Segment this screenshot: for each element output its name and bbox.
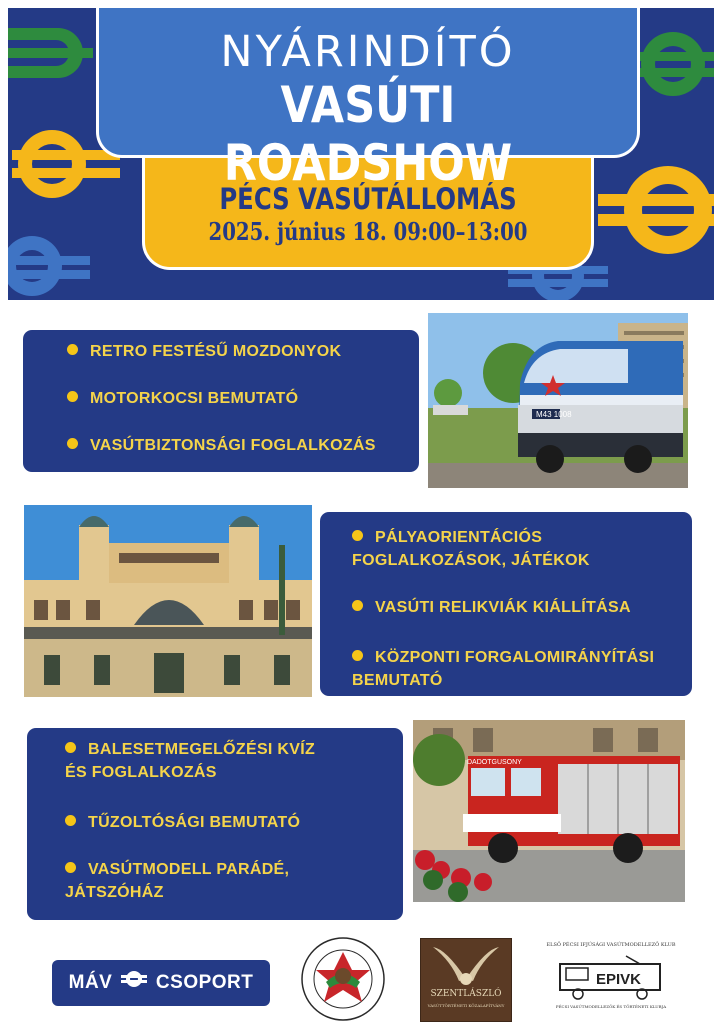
firefighter-seal-icon	[300, 936, 386, 1022]
mav-logo-left: MÁV	[68, 972, 113, 994]
firetruck-photo	[413, 720, 685, 902]
program-item-label-cont: JÁTSZÓHÁZ	[65, 884, 164, 901]
bullet-dot-icon	[352, 650, 363, 661]
event-title-main: VASÚTI ROADSHOW	[223, 76, 513, 192]
program-item-label: VASÚTBIZTONSÁGI FOGLALKOZÁS	[90, 437, 376, 454]
list-item	[23, 434, 419, 457]
bullet-dot-icon	[65, 815, 76, 826]
szentlaszlo-logo	[420, 938, 512, 1022]
bullet-dot-icon	[67, 391, 78, 402]
locomotive-photo	[428, 313, 688, 488]
program-item-label: VASÚTI RELIKVIÁK KIÁLLÍTÁSA	[375, 599, 631, 616]
mav-wings-icon	[598, 158, 714, 268]
bullet-dot-icon	[352, 600, 363, 611]
list-item	[320, 646, 692, 692]
club-title: ELSŐ PÉCSI IFJÚSÁGI VASÚTMODELLEZŐ KLUB	[546, 942, 676, 948]
bullet-dot-icon	[352, 530, 363, 541]
club-logo-text: EPIVK	[596, 971, 642, 988]
locomotive-number: M43 1008	[536, 410, 572, 419]
club-subtitle: PÉCSI VASÚTMODELLEZŐK ÉS TÖRTÉNETI KLUBJA	[555, 1004, 667, 1009]
program-item-label: PÁLYAORIENTÁCIÓS	[375, 529, 543, 546]
program-item-label: MOTORKOCSI BEMUTATÓ	[90, 390, 299, 407]
mav-wings-icon	[121, 960, 147, 1006]
event-title-top: NYÁRINDÍTÓ	[220, 27, 516, 77]
event-location: PÉCS VASÚTÁLLOMÁS	[219, 182, 517, 216]
firetruck-plate: DADOTGUSONY	[467, 759, 522, 766]
program-item-label-cont: ÉS FOGLALKOZÁS	[65, 764, 217, 781]
list-item	[320, 526, 692, 572]
program-item-label: KÖZPONTI FORGALOMIRÁNYÍTÁSI	[375, 649, 655, 666]
list-item	[320, 596, 692, 619]
winged-wheel-icon	[421, 939, 511, 989]
mav-wings-icon	[8, 230, 92, 300]
mav-wings-icon	[8, 8, 98, 98]
bullet-dot-icon	[65, 742, 76, 753]
bullet-dot-icon	[67, 438, 78, 449]
program-box-2	[320, 512, 692, 696]
epivk-club-logo	[546, 942, 676, 1012]
title-box	[96, 8, 640, 192]
program-item-label: BALESETMEGELŐZÉSI KVÍZ	[88, 741, 316, 758]
station-photo	[24, 505, 312, 697]
list-item	[27, 811, 403, 834]
bullet-dot-icon	[65, 862, 76, 873]
program-item-label-cont: FOGLALKOZÁSOK, JÁTÉKOK	[352, 552, 590, 569]
mav-csoport-logo	[52, 960, 270, 1006]
bullet-dot-icon	[67, 344, 78, 355]
header-banner	[8, 8, 714, 300]
list-item	[27, 738, 403, 784]
list-item	[23, 387, 419, 410]
szentlaszlo-subtitle: VASÚTTÖRTÉNETI KÖZALAPÍTVÁNY	[427, 1003, 505, 1008]
event-datetime: 2025. június 18. 09:00–13:00	[208, 217, 528, 246]
mav-logo-right: CSOPORT	[155, 972, 254, 994]
szentlaszlo-title: SZENTLÁSZLÓ	[430, 989, 502, 999]
list-item	[27, 858, 403, 904]
locomotive-icon	[556, 952, 666, 1000]
program-item-label-cont: BEMUTATÓ	[352, 672, 443, 689]
program-item-label: TŰZOLTÓSÁGI BEMUTATÓ	[88, 814, 301, 831]
program-item-label: VASÚTMODELL PARÁDÉ,	[88, 861, 290, 878]
list-item	[23, 340, 419, 363]
program-item-label: RETRO FESTÉSŰ MOZDONYOK	[90, 343, 342, 360]
program-box-3	[27, 728, 403, 920]
program-box-1	[23, 330, 419, 472]
